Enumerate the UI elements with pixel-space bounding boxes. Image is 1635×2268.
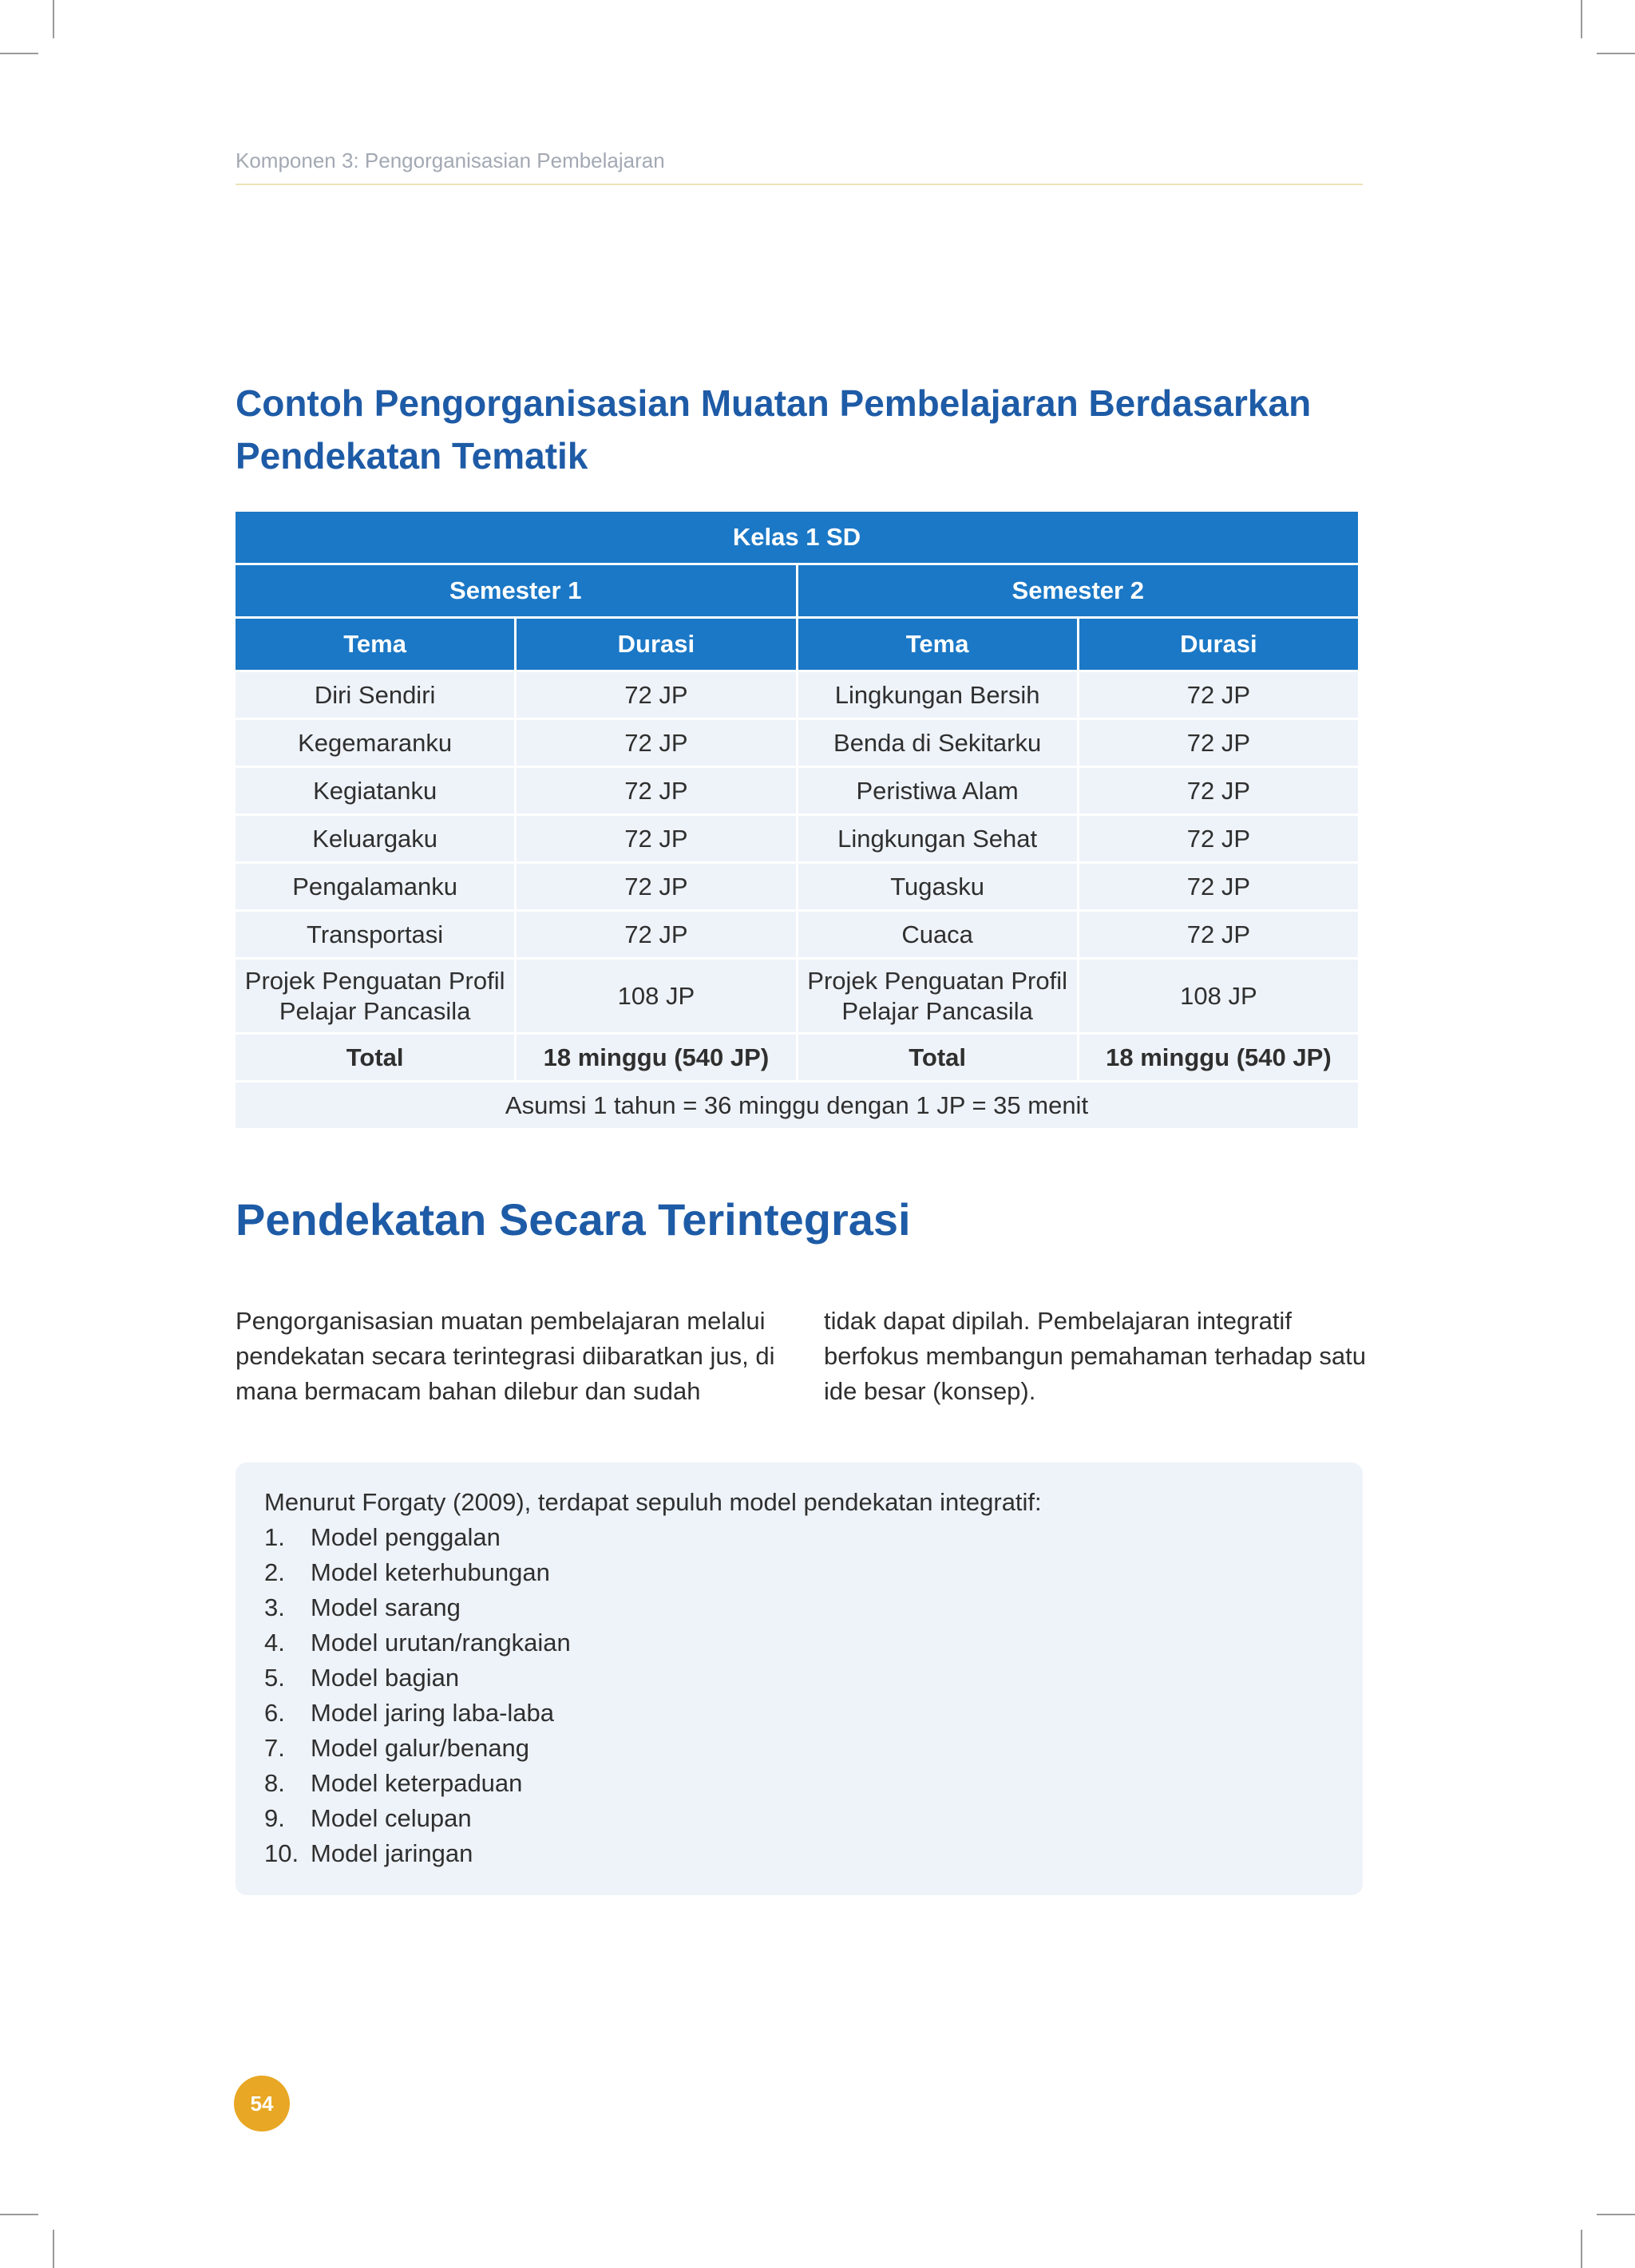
list-text: Model galur/benang: [311, 1734, 530, 1762]
table-row: [236, 912, 1358, 957]
table-cell: Projek Penguatan Profil Pelajar Pancasila: [798, 960, 1077, 1032]
table-caption: Kelas 1 SD: [236, 512, 1358, 563]
table-cell: Diri Sendiri: [236, 672, 514, 718]
table-cell: 72 JP: [1079, 672, 1358, 718]
table-row: [236, 720, 1358, 766]
column-header: Tema: [236, 619, 514, 670]
table-cell: Lingkungan Bersih: [798, 672, 1077, 718]
callout-box: [236, 1463, 1363, 1895]
list-number: 4.: [264, 1629, 285, 1656]
table-cell: 18 minggu (540 JP): [517, 1035, 795, 1080]
table-cell: 72 JP: [517, 672, 795, 718]
table-cell: Tugasku: [798, 864, 1077, 909]
list-number: 5.: [264, 1664, 285, 1692]
table-cell: 72 JP: [1079, 720, 1358, 766]
list-item: [264, 1801, 571, 1836]
table-cell: 108 JP: [1079, 960, 1358, 1032]
table-cell: 18 minggu (540 JP): [1079, 1035, 1358, 1080]
model-list: [264, 1520, 571, 1871]
column-header: Durasi: [517, 619, 795, 670]
list-text: Model sarang: [311, 1593, 461, 1621]
table-cell: Lingkungan Sehat: [798, 816, 1077, 861]
table-row: [236, 768, 1358, 813]
list-text: Model celupan: [311, 1804, 472, 1832]
running-head: Komponen 3: Pengorganisasian Pembelajaran: [236, 148, 665, 172]
semester-header: Semester 1: [236, 565, 796, 616]
crop-mark: [1581, 2230, 1582, 2268]
list-number: 8.: [264, 1769, 285, 1797]
list-item: [264, 1590, 571, 1625]
list-item: [264, 1660, 571, 1696]
table-row: [236, 864, 1358, 909]
table-cell: Pengalamanku: [236, 864, 514, 909]
list-item: [264, 1625, 571, 1660]
table-row: [236, 816, 1358, 861]
list-number: 10.: [264, 1839, 299, 1867]
list-text: Model urutan/rangkaian: [311, 1629, 571, 1656]
table-cell: Benda di Sekitarku: [798, 720, 1077, 766]
semester-header: Semester 2: [798, 565, 1359, 616]
list-text: Model keterhubungan: [311, 1558, 550, 1586]
table-cell: 72 JP: [1079, 912, 1358, 957]
list-item: [264, 1555, 571, 1590]
column-header: Durasi: [1079, 619, 1358, 670]
table-note: Asumsi 1 tahun = 36 minggu dengan 1 JP = 35 menit: [236, 1083, 1358, 1128]
crop-mark: [1597, 2214, 1635, 2215]
list-item: [264, 1731, 571, 1766]
section-title-2: Pendekatan Secara Terintegrasi: [236, 1194, 911, 1245]
table-cell: Transportasi: [236, 912, 514, 957]
list-item: [264, 1696, 571, 1731]
list-number: 6.: [264, 1699, 285, 1727]
list-item: [264, 1836, 571, 1871]
list-number: 1.: [264, 1523, 285, 1551]
table-cell: 72 JP: [517, 864, 795, 909]
list-item: [264, 1520, 571, 1555]
table-cell: 72 JP: [1079, 816, 1358, 861]
table-cell: 72 JP: [517, 816, 795, 861]
paragraph-right: tidak dapat dipilah. Pembelajaran integratif berfokus membangun pemahaman terhadap satu ide besar (konsep).: [824, 1307, 1366, 1405]
paragraph-left: Pengorganisasian muatan pembelajaran melalui pendekatan secara terintegrasi diibaratkan jus, di mana bermacam bahan dilebur dan sudah: [236, 1307, 775, 1405]
table-cell: Total: [236, 1035, 514, 1080]
crop-mark: [1597, 53, 1635, 54]
table-cell: 72 JP: [517, 768, 795, 813]
crop-mark: [0, 2214, 38, 2215]
column-header: Tema: [798, 619, 1077, 670]
table-cell: 72 JP: [517, 720, 795, 766]
section-title: Contoh Pengorganisasian Muatan Pembelajaran Berdasarkan Pendekatan Tematik: [236, 382, 1312, 477]
table-row: [236, 672, 1358, 718]
list-text: Model jaringan: [311, 1839, 473, 1867]
table-cell: 72 JP: [1079, 768, 1358, 813]
callout-intro: Menurut Forgaty (2009), terdapat sepuluh model pendekatan integratif:: [264, 1488, 1042, 1516]
list-text: Model bagian: [311, 1664, 460, 1692]
list-number: 3.: [264, 1593, 285, 1621]
crop-mark: [53, 0, 54, 38]
crop-mark: [0, 53, 38, 54]
table-cell: Keluargaku: [236, 816, 514, 861]
list-number: 9.: [264, 1804, 285, 1832]
table-cell: Cuaca: [798, 912, 1077, 957]
table-cell: Kegiatanku: [236, 768, 514, 813]
table-cell: Projek Penguatan Profil Pelajar Pancasila: [236, 960, 514, 1032]
theme-table: [233, 509, 1360, 1130]
table-note-row: [236, 1083, 1358, 1128]
list-text: Model jaring laba-laba: [311, 1699, 555, 1727]
list-item: [264, 1766, 571, 1801]
crop-mark: [1581, 0, 1582, 38]
crop-mark: [53, 2230, 54, 2268]
table-cell: 72 JP: [1079, 864, 1358, 909]
table-cell: 108 JP: [517, 960, 795, 1032]
list-number: 2.: [264, 1558, 285, 1586]
list-number: 7.: [264, 1734, 285, 1762]
list-text: Model keterpaduan: [311, 1769, 523, 1797]
header-rule: [236, 184, 1363, 185]
table-cell: Peristiwa Alam: [798, 768, 1077, 813]
table-row: [236, 960, 1358, 1032]
list-text: Model penggalan: [311, 1523, 501, 1551]
table-cell: 72 JP: [517, 912, 795, 957]
table-cell: Kegemaranku: [236, 720, 514, 766]
table-total-row: [236, 1035, 1358, 1080]
page-number-badge: 54: [234, 2076, 290, 2131]
table-cell: Total: [798, 1035, 1077, 1080]
